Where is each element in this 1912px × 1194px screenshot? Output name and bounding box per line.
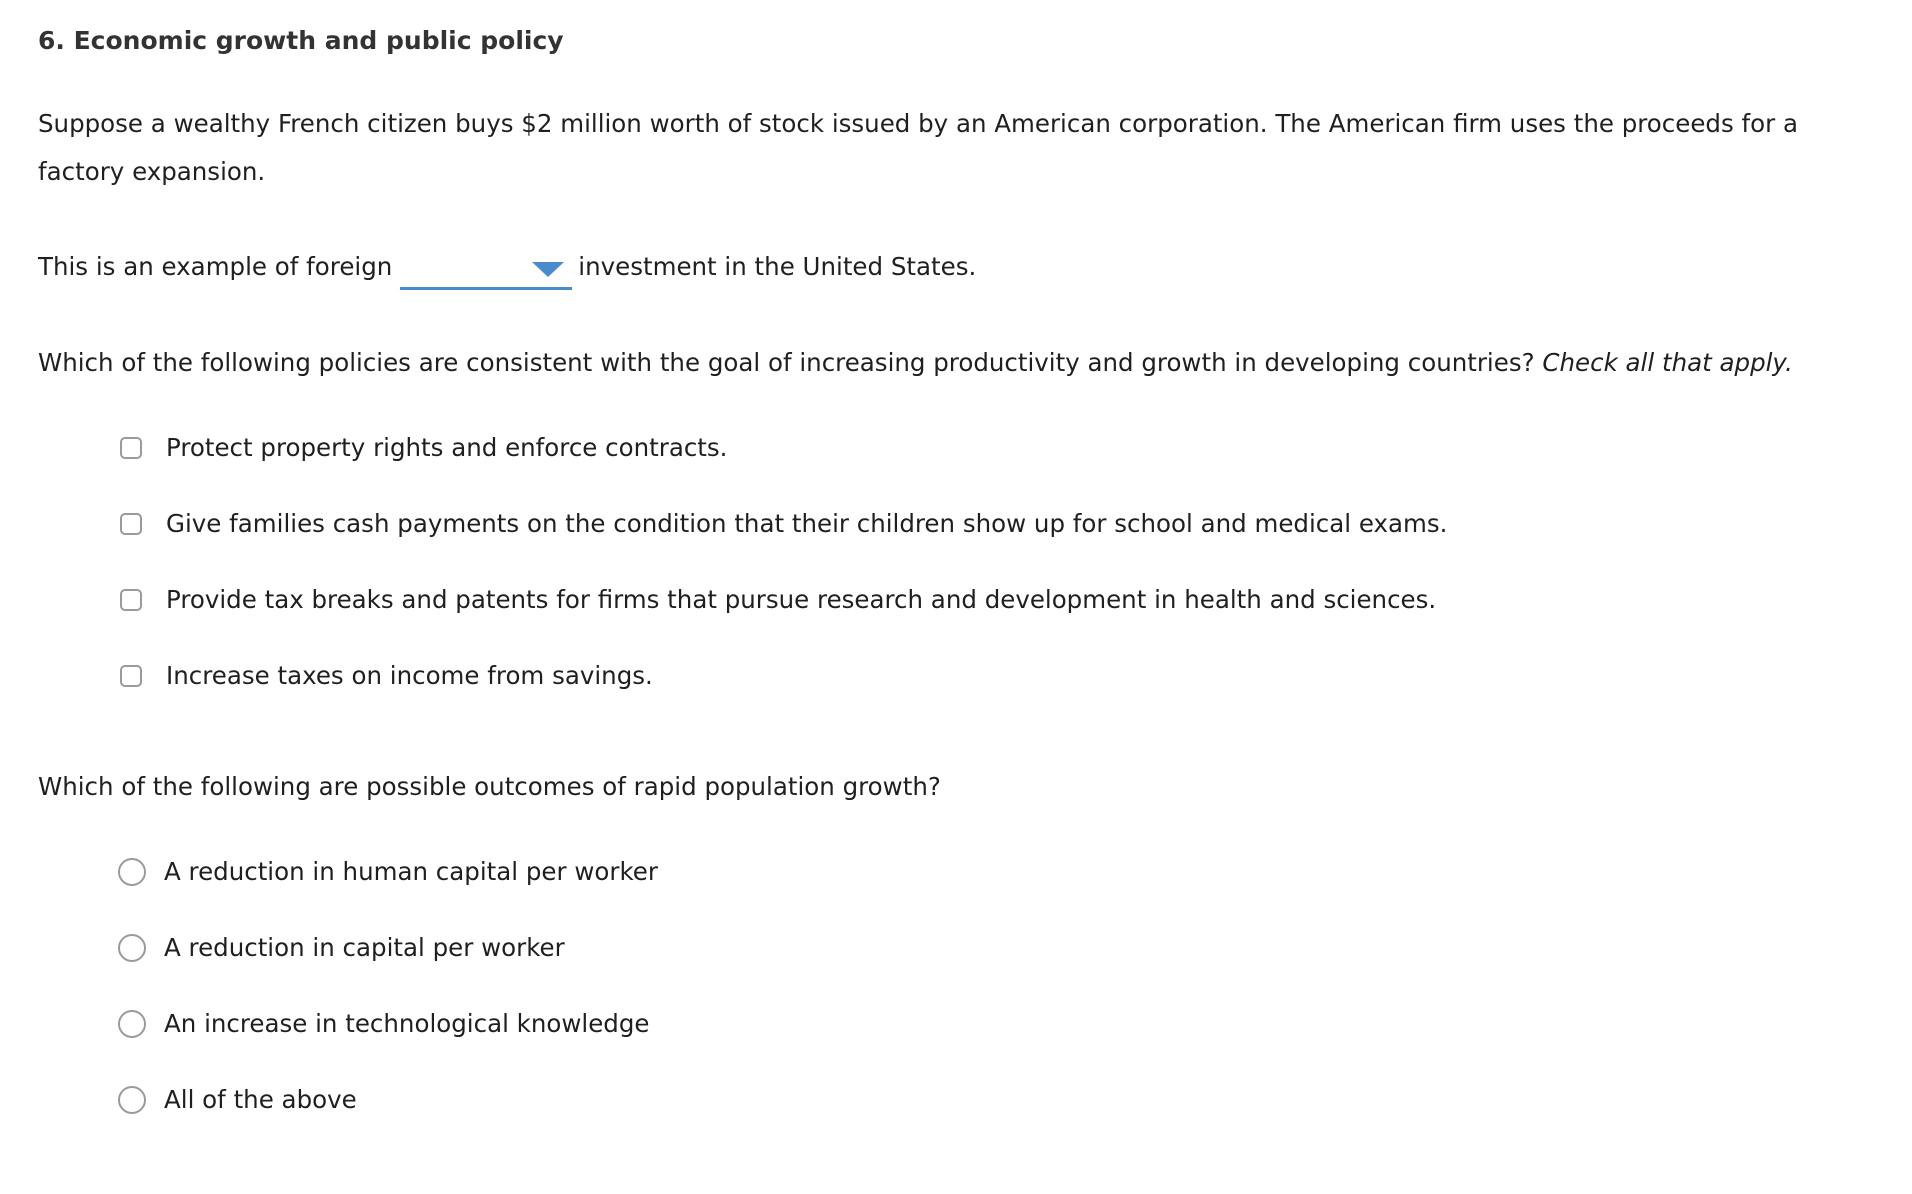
radio-button[interactable] [118,1086,146,1114]
option-label: An increase in technological knowledge [164,1009,650,1038]
policies-prompt: Which of the following policies are consistent with the goal of increasing productivity and growth in developing countries? [38,348,1535,377]
option-label: Increase taxes on income from savings. [166,661,653,690]
population-option-human-capital[interactable] [120,857,658,886]
investment-type-dropdown[interactable] [400,253,572,290]
population-option-technology[interactable] [120,1009,649,1038]
question-title: 6. Economic growth and public policy [38,26,564,55]
policies-question [38,339,1793,387]
checkbox[interactable] [120,437,142,459]
option-label: A reduction in human capital per worker [164,857,658,886]
policy-option-cash-payments[interactable] [120,509,1447,538]
radio-button[interactable] [118,1010,146,1038]
radio-button[interactable] [118,858,146,886]
checkbox[interactable] [120,589,142,611]
option-label: Provide tax breaks and patents for firms that pursue research and development in health and sciences. [166,585,1437,614]
fdi-sentence [38,243,976,291]
intro-paragraph: Suppose a wealthy French citizen buys $2 million worth of stock issued by an American corporation. The American firm uses the proceeds for a factory expansion. [38,109,1798,186]
population-prompt: Which of the following are possible outcomes of rapid population growth? [38,772,941,801]
checkbox[interactable] [120,665,142,687]
option-label: A reduction in capital per worker [164,933,565,962]
fdi-sentence-after: investment in the United States. [578,252,977,281]
policy-option-property-rights[interactable] [120,433,727,462]
option-label: Protect property rights and enforce contracts. [166,433,728,462]
population-option-all[interactable] [120,1085,357,1114]
policies-instruction: Check all that apply. [1542,348,1793,377]
policy-option-increase-taxes[interactable] [120,661,653,690]
caret-down-icon[interactable] [532,262,564,277]
option-label: Give families cash payments on the condition that their children show up for school and medical exams. [166,509,1448,538]
policy-option-tax-breaks[interactable] [120,585,1436,614]
population-option-capital[interactable] [120,933,565,962]
radio-button[interactable] [118,934,146,962]
fdi-sentence-before: This is an example of foreign [38,252,393,281]
checkbox[interactable] [120,513,142,535]
option-label: All of the above [164,1085,357,1114]
